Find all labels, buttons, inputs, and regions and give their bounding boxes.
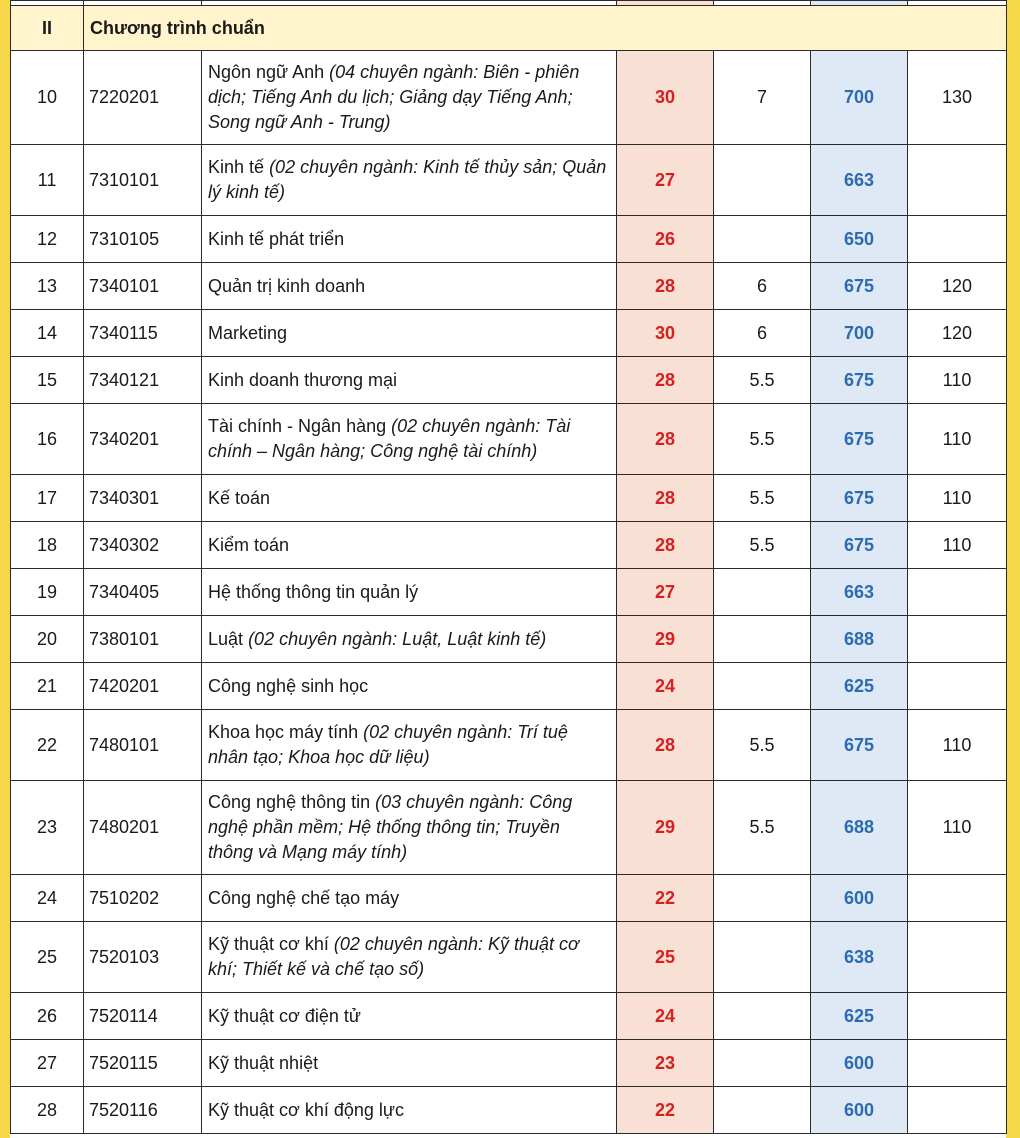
program-name-cell	[202, 216, 617, 263]
toefl-score: 120	[908, 310, 1007, 357]
min-score: 30	[617, 310, 714, 357]
program-name-cell	[202, 404, 617, 475]
program-name: Công nghệ sinh học	[208, 675, 369, 696]
program-name-cell	[202, 993, 617, 1040]
program-name-cell	[202, 663, 617, 710]
program-name: Kỹ thuật cơ khí	[208, 934, 329, 954]
toeic-score: 675	[811, 263, 908, 310]
toeic-score: 650	[811, 216, 908, 263]
table-row	[11, 310, 1007, 357]
ielts-score: 5.5	[714, 475, 811, 522]
toeic-score: 675	[811, 357, 908, 404]
toeic-score: 600	[811, 875, 908, 922]
program-code: 7340301	[84, 475, 202, 522]
toefl-score: 110	[908, 475, 1007, 522]
toefl-score: 130	[908, 51, 1007, 145]
toefl-score	[908, 1040, 1007, 1087]
table-row	[11, 522, 1007, 569]
ielts-score	[714, 1087, 811, 1134]
program-code: 7520103	[84, 922, 202, 993]
row-number: 28	[11, 1087, 84, 1134]
program-name: Kỹ thuật cơ khí động lực	[208, 1099, 404, 1120]
program-code: 7380101	[84, 616, 202, 663]
min-score: 23	[617, 1040, 714, 1087]
program-name-cell	[202, 357, 617, 404]
program-specializations: (04 chuyên ngành: Biên - phiên dịch; Tiếng Anh du lịch; Giảng dạy Tiếng Anh; Song ngữ Anh - Trung)	[208, 62, 580, 132]
program-name-cell	[202, 875, 617, 922]
toefl-score	[908, 993, 1007, 1040]
toeic-score: 688	[811, 781, 908, 875]
toeic-score: 663	[811, 569, 908, 616]
program-name: Luật	[208, 628, 244, 649]
ielts-score	[714, 1040, 811, 1087]
table-row	[11, 1087, 1007, 1134]
toefl-score	[908, 1087, 1007, 1134]
program-name: Kỹ thuật cơ điện tử	[208, 1005, 361, 1026]
row-number: 14	[11, 310, 84, 357]
program-name-cell	[202, 1087, 617, 1134]
ielts-score: 6	[714, 263, 811, 310]
program-code: 7520114	[84, 993, 202, 1040]
program-code: 7420201	[84, 663, 202, 710]
program-name: Hệ thống thông tin quản lý	[208, 581, 419, 602]
table-row	[11, 922, 1007, 993]
program-name: Tài chính - Ngân hàng	[208, 416, 387, 436]
min-score: 30	[617, 51, 714, 145]
toefl-score: 110	[908, 357, 1007, 404]
program-name-cell	[202, 616, 617, 663]
min-score: 22	[617, 875, 714, 922]
ielts-score: 5.5	[714, 781, 811, 875]
program-name-cell	[202, 475, 617, 522]
toeic-score: 700	[811, 51, 908, 145]
program-specializations: (02 chuyên ngành: Kỹ thuật cơ khí; Thiết kế và chế tạo số)	[208, 934, 579, 979]
row-number: 22	[11, 710, 84, 781]
ielts-score: 7	[714, 51, 811, 145]
toeic-score: 688	[811, 616, 908, 663]
table-row	[11, 993, 1007, 1040]
row-number: 13	[11, 263, 84, 310]
toefl-score: 110	[908, 522, 1007, 569]
table-row	[11, 263, 1007, 310]
program-code: 7340121	[84, 357, 202, 404]
program-code: 7310101	[84, 145, 202, 216]
ielts-score	[714, 993, 811, 1040]
row-number: 17	[11, 475, 84, 522]
program-name-cell	[202, 310, 617, 357]
program-code: 7520116	[84, 1087, 202, 1134]
min-score: 29	[617, 781, 714, 875]
program-code: 7340302	[84, 522, 202, 569]
row-number: 15	[11, 357, 84, 404]
program-code: 7520115	[84, 1040, 202, 1087]
ielts-score	[714, 569, 811, 616]
program-specializations: (02 chuyên ngành: Kinh tế thủy sản; Quản lý kinh tế)	[208, 157, 607, 202]
program-code: 7480101	[84, 710, 202, 781]
program-name-cell	[202, 710, 617, 781]
row-number: 24	[11, 875, 84, 922]
row-number: 26	[11, 993, 84, 1040]
program-code: 7340405	[84, 569, 202, 616]
table-row	[11, 216, 1007, 263]
toefl-score	[908, 216, 1007, 263]
toeic-score: 700	[811, 310, 908, 357]
program-code: 7340101	[84, 263, 202, 310]
toefl-score: 110	[908, 781, 1007, 875]
table-row	[11, 710, 1007, 781]
row-number: 18	[11, 522, 84, 569]
ielts-score	[714, 216, 811, 263]
table-row	[11, 357, 1007, 404]
min-score: 29	[617, 616, 714, 663]
toeic-score: 638	[811, 922, 908, 993]
program-name: Kiểm toán	[208, 534, 290, 555]
min-score: 24	[617, 993, 714, 1040]
toefl-score	[908, 145, 1007, 216]
program-specializations: (02 chuyên ngành: Tài chính – Ngân hàng; Công nghệ tài chính)	[208, 416, 571, 461]
min-score: 26	[617, 216, 714, 263]
toeic-score: 600	[811, 1040, 908, 1087]
program-code: 7340115	[84, 310, 202, 357]
min-score: 28	[617, 475, 714, 522]
program-name: Công nghệ thông tin	[208, 792, 371, 812]
program-name: Marketing	[208, 322, 288, 343]
toefl-score: 110	[908, 404, 1007, 475]
ielts-score	[714, 875, 811, 922]
program-code: 7310105	[84, 216, 202, 263]
program-code: 7480201	[84, 781, 202, 875]
table-row	[11, 875, 1007, 922]
table-row	[11, 616, 1007, 663]
table-row	[11, 145, 1007, 216]
row-number: 11	[11, 145, 84, 216]
row-number: 23	[11, 781, 84, 875]
min-score: 28	[617, 522, 714, 569]
toefl-score	[908, 569, 1007, 616]
program-name: Kinh tế	[208, 157, 265, 177]
row-number: 12	[11, 216, 84, 263]
toeic-score: 675	[811, 475, 908, 522]
program-name: Kế toán	[208, 487, 271, 508]
program-code: 7220201	[84, 51, 202, 145]
program-name: Quản trị kinh doanh	[208, 275, 366, 296]
toeic-score: 625	[811, 993, 908, 1040]
program-name-cell	[202, 51, 617, 145]
min-score: 25	[617, 922, 714, 993]
toeic-score: 625	[811, 663, 908, 710]
row-number: 19	[11, 569, 84, 616]
ielts-score: 5.5	[714, 357, 811, 404]
ielts-score: 5.5	[714, 404, 811, 475]
program-name-cell	[202, 522, 617, 569]
program-name-cell	[202, 569, 617, 616]
ielts-score: 5.5	[714, 710, 811, 781]
program-specializations: (02 chuyên ngành: Trí tuệ nhân tạo; Khoa học dữ liệu)	[208, 722, 568, 767]
toeic-score: 675	[811, 404, 908, 475]
row-number: 20	[11, 616, 84, 663]
program-code: 7340201	[84, 404, 202, 475]
row-number: 10	[11, 51, 84, 145]
ielts-score	[714, 145, 811, 216]
table-row	[11, 475, 1007, 522]
program-name: Khoa học máy tính	[208, 722, 359, 742]
min-score: 22	[617, 1087, 714, 1134]
section-header-row	[11, 6, 1007, 51]
admission-table	[10, 0, 1007, 1134]
min-score: 27	[617, 569, 714, 616]
toefl-score	[908, 875, 1007, 922]
program-name: Công nghệ chế tạo máy	[208, 887, 400, 908]
table-row	[11, 51, 1007, 145]
toeic-score: 675	[811, 710, 908, 781]
section-title: Chương trình chuẩn	[84, 6, 1007, 51]
min-score: 24	[617, 663, 714, 710]
program-name: Kinh doanh thương mại	[208, 369, 397, 390]
program-specializations: (02 chuyên ngành: Luật, Luật kinh tế)	[248, 628, 547, 649]
program-specializations: (03 chuyên ngành: Công nghệ phần mềm; Hệ thống thông tin; Truyền thông và Mạng máy tính)	[208, 792, 573, 862]
table-row	[11, 663, 1007, 710]
min-score: 28	[617, 710, 714, 781]
program-name: Kỹ thuật nhiệt	[208, 1052, 319, 1073]
toefl-score	[908, 663, 1007, 710]
min-score: 28	[617, 404, 714, 475]
ielts-score	[714, 616, 811, 663]
toefl-score: 110	[908, 710, 1007, 781]
toefl-score	[908, 922, 1007, 993]
program-name-cell	[202, 922, 617, 993]
program-code: 7510202	[84, 875, 202, 922]
program-name: Kinh tế phát triển	[208, 228, 345, 249]
toeic-score: 663	[811, 145, 908, 216]
program-name: Ngôn ngữ Anh	[208, 62, 325, 82]
program-name-cell	[202, 1040, 617, 1087]
toefl-score: 120	[908, 263, 1007, 310]
program-name-cell	[202, 145, 617, 216]
ielts-score: 6	[714, 310, 811, 357]
toeic-score: 600	[811, 1087, 908, 1134]
table-row	[11, 569, 1007, 616]
toefl-score	[908, 616, 1007, 663]
min-score: 27	[617, 145, 714, 216]
row-number: 27	[11, 1040, 84, 1087]
min-score: 28	[617, 263, 714, 310]
table-row	[11, 404, 1007, 475]
table-row	[11, 1040, 1007, 1087]
toeic-score: 675	[811, 522, 908, 569]
ielts-score	[714, 663, 811, 710]
row-number: 21	[11, 663, 84, 710]
program-name-cell	[202, 781, 617, 875]
row-number: 25	[11, 922, 84, 993]
program-name-cell	[202, 263, 617, 310]
min-score: 28	[617, 357, 714, 404]
section-roman: II	[11, 6, 84, 51]
table-row	[11, 781, 1007, 875]
ielts-score: 5.5	[714, 522, 811, 569]
ielts-score	[714, 922, 811, 993]
row-number: 16	[11, 404, 84, 475]
